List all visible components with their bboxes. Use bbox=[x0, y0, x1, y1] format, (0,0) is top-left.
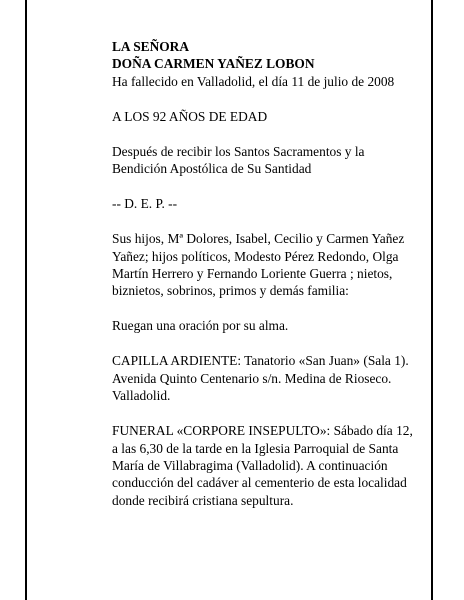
dep-text: -- D. E. P. -- bbox=[112, 196, 178, 212]
age-block bbox=[112, 108, 432, 125]
funeral-line-1: FUNERAL «CORPORE INSEPULTO»: Sábado día 12, bbox=[112, 423, 413, 439]
funeral-line-4: conducción del cadáver al cementerio de esta localidad bbox=[112, 475, 407, 491]
funeral-block bbox=[112, 422, 432, 509]
left-border-line bbox=[25, 0, 27, 600]
age-text: A LOS 92 AÑOS DE EDAD bbox=[112, 108, 268, 124]
chapel-line-1: CAPILLA ARDIENTE: Tanatorio «San Juan» (Sala 1). bbox=[112, 353, 409, 369]
deceased-name: DOÑA CARMEN YAÑEZ LOBON bbox=[112, 56, 315, 72]
family-line-4: biznietos, sobrinos, primos y demás familia: bbox=[112, 283, 349, 299]
funeral-line-5: donde recibirá cristiana sepultura. bbox=[112, 492, 294, 508]
prayer-text: Ruegan una oración por su alma. bbox=[112, 318, 289, 334]
sacraments-block bbox=[112, 143, 432, 178]
death-notice: Ha fallecido en Valladolid, el día 11 de julio de 2008 bbox=[112, 73, 395, 89]
obituary-text bbox=[112, 38, 432, 527]
chapel-line-3: Valladolid. bbox=[112, 388, 171, 404]
funeral-line-2: a las 6,30 de la tarde en la Iglesia Parroquial de Santa bbox=[112, 440, 399, 456]
family-line-1: Sus hijos, Mª Dolores, Isabel, Cecilio y Carmen Yañez bbox=[112, 231, 405, 247]
sacraments-line-1: Después de recibir los Santos Sacramentos y la bbox=[112, 143, 365, 159]
family-line-2: Yañez; hijos políticos, Modesto Pérez Redondo, Olga bbox=[112, 248, 399, 264]
chapel-line-2: Avenida Quinto Centenario s/n. Medina de Rioseco. bbox=[112, 370, 392, 386]
sacraments-line-2: Bendición Apostólica de Su Santidad bbox=[112, 161, 312, 177]
heading-block bbox=[112, 38, 432, 90]
heading-title: LA SEÑORA bbox=[112, 39, 190, 54]
prayer-block bbox=[112, 317, 432, 334]
family-block bbox=[112, 230, 432, 300]
chapel-block bbox=[112, 352, 432, 404]
dep-block bbox=[112, 195, 432, 212]
family-line-3: Martín Herrero y Fernando Loriente Guerra ; nietos, bbox=[112, 266, 393, 282]
funeral-line-3: María de Villabragima (Valladolid). A continuación bbox=[112, 458, 388, 474]
